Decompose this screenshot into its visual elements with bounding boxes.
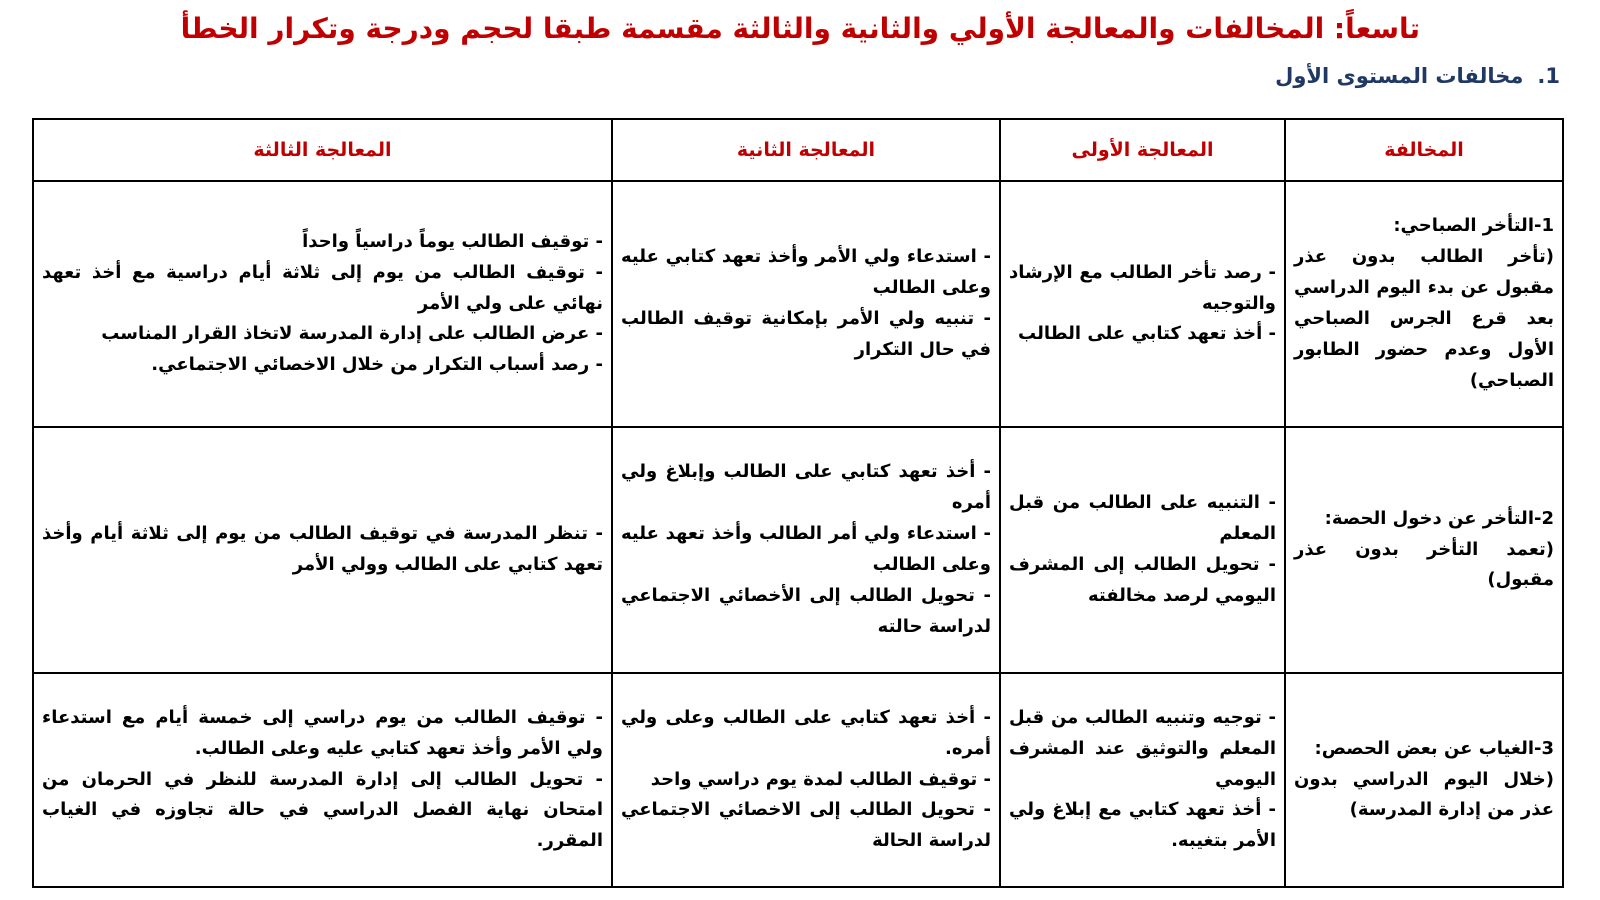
header-first-treatment: المعالجة الأولى bbox=[1000, 119, 1285, 181]
list-item: - أخذ تعهد كتابي مع إبلاغ ولي الأمر بتغيبه. bbox=[1009, 799, 1276, 852]
first-treatment-cell bbox=[1000, 427, 1285, 673]
third-treatment-cell bbox=[33, 181, 612, 427]
header-third-treatment: المعالجة الثالثة bbox=[33, 119, 612, 181]
violation-detail: (خلال اليوم الدراسي بدون عذر من إدارة المدرسة) bbox=[1294, 768, 1554, 821]
first-treatment-cell bbox=[1000, 673, 1285, 887]
list-item: - استدعاء ولي الأمر وأخذ تعهد كتابي عليه وعلى الطالب bbox=[621, 246, 991, 299]
violation-title: 2-التأخر عن دخول الحصة: bbox=[1324, 507, 1554, 529]
list-item: - تحويل الطالب إلى إدارة المدرسة للنظر في الحرمان من امتحان نهاية الفصل الدراسي في حالة تجاوزه في الغياب المقرر. bbox=[42, 768, 603, 852]
section-heading bbox=[1275, 64, 1560, 88]
list-item: - تحويل الطالب إلى المشرف اليومي لرصد مخالفته bbox=[1009, 554, 1276, 606]
violation-detail: (تعمد التأخر بدون عذر مقبول) bbox=[1294, 538, 1554, 591]
table-row bbox=[33, 427, 1563, 673]
header-violation: المخالفة bbox=[1285, 119, 1563, 181]
third-treatment-cell bbox=[33, 427, 612, 673]
violation-cell bbox=[1285, 427, 1563, 673]
list-item: - توقيف الطالب يوماً دراسياً واحداً bbox=[302, 230, 603, 252]
list-item: - توقيف الطالب لمدة يوم دراسي واحد bbox=[650, 768, 991, 790]
list-item: - استدعاء ولي أمر الطالب وأخذ تعهد عليه وعلى الطالب bbox=[621, 523, 991, 575]
list-item: - أخذ تعهد كتابي على الطالب وإبلاغ ولي أمره bbox=[621, 461, 991, 514]
table-row bbox=[33, 181, 1563, 427]
table-header-row bbox=[33, 119, 1563, 181]
list-item: - التنبيه على الطالب من قبل المعلم bbox=[1009, 492, 1276, 545]
list-item: - تنظر المدرسة في توقيف الطالب من يوم إلى ثلاثة أيام وأخذ تعهد كتابي على الطالب وولي الأمر bbox=[42, 523, 603, 575]
page-title: تاسعاً: المخالفات والمعالجة الأولي والثانية والثالثة مقسمة طبقا لحجم ودرجة وتكرار الخطأ bbox=[180, 12, 1420, 45]
second-treatment-cell bbox=[612, 181, 1000, 427]
list-item: - توجيه وتنبيه الطالب من قبل المعلم والتوثيق عند المشرف اليومي bbox=[1009, 706, 1276, 790]
list-item: - تحويل الطالب إلى الاخصائي الاجتماعي لدراسة الحالة bbox=[621, 799, 991, 852]
second-treatment-cell bbox=[612, 673, 1000, 887]
violation-cell bbox=[1285, 673, 1563, 887]
section-number: 1. bbox=[1537, 64, 1560, 88]
second-treatment-cell bbox=[612, 427, 1000, 673]
list-item: - تحويل الطالب إلى الأخصائي الاجتماعي لدراسة حالته bbox=[621, 584, 991, 637]
list-item: - رصد أسباب التكرار من خلال الاخصائي الاجتماعي. bbox=[151, 354, 603, 376]
violations-table bbox=[32, 118, 1564, 888]
violation-title: 3-الغياب عن بعض الحصص: bbox=[1314, 737, 1554, 759]
violation-cell bbox=[1285, 181, 1563, 427]
first-treatment-cell bbox=[1000, 181, 1285, 427]
third-treatment-cell bbox=[33, 673, 612, 887]
list-item: - عرض الطالب على إدارة المدرسة لاتخاذ القرار المناسب bbox=[101, 323, 603, 345]
list-item: - تنبيه ولي الأمر بإمكانية توقيف الطالب في حال التكرار bbox=[621, 308, 991, 360]
list-item: - توقيف الطالب من يوم دراسي إلى خمسة أيام مع استدعاء ولي الأمر وأخذ تعهد كتابي عليه وعلى الطالب. bbox=[42, 706, 603, 759]
list-item: - أخذ تعهد كتابي على الطالب وعلى ولي أمره. bbox=[621, 706, 991, 759]
list-item: - توقيف الطالب من يوم إلى ثلاثة أيام دراسية مع أخذ تعهد نهائي على ولي الأمر bbox=[42, 261, 603, 314]
violation-detail: (تأخر الطالب بدون عذر مقبول عن بدء اليوم الدراسي بعد قرع الجرس الصباحي الأول وعدم حضور الطابور الصباحي) bbox=[1294, 246, 1554, 391]
section-label: مخالفات المستوى الأول bbox=[1275, 64, 1524, 88]
list-item: - رصد تأخر الطالب مع الإرشاد والتوجيه bbox=[1009, 261, 1276, 314]
header-second-treatment: المعالجة الثانية bbox=[612, 119, 1000, 181]
table-row bbox=[33, 673, 1563, 887]
list-item: - أخذ تعهد كتابي على الطالب bbox=[1018, 323, 1276, 345]
violation-title: 1-التأخر الصباحي: bbox=[1393, 215, 1554, 237]
